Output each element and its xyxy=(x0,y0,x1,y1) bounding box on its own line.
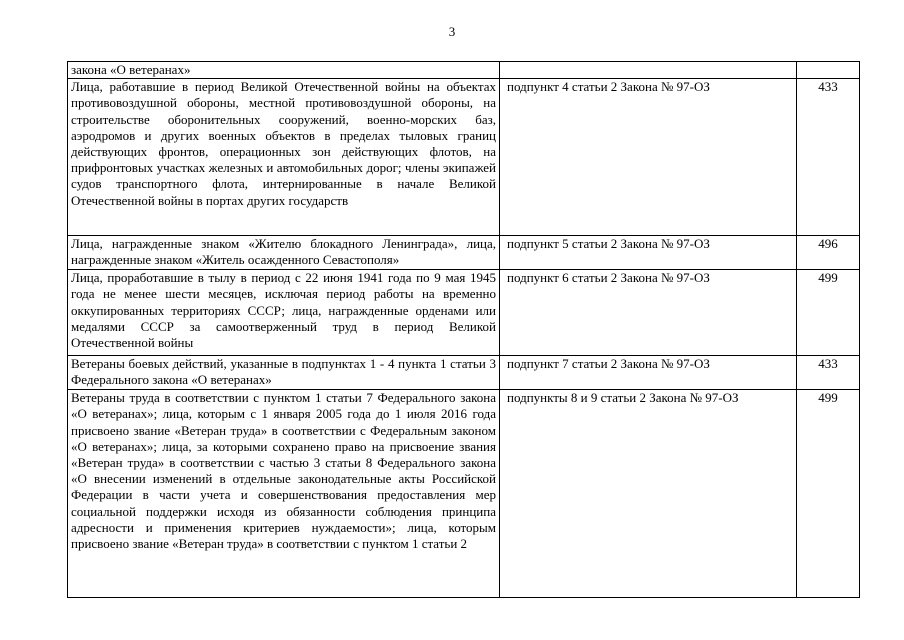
benefits-table xyxy=(67,61,860,598)
category-cell: Ветераны труда в соответствии с пунктом 1 статьи 7 Федерального закона «О ветеранах»; лица, которым с 1 января 2005 года до 1 июля 2016 года присвоено звание «Ветеран труда» в соответствии с Федеральным законом «О ветеранах»; лица, за которыми сохранено право на присвоение звания «Ветеран труда» в соответствии с частью 3 статьи 8 Федерального закона «О внесении изменений в отдельные законодательные акты Российской Федерации в части учета и совершенствования предоставления мер социальной поддержки исходя из обязанности соблюдения принципа адресности и применения критериев нуждаемости»; лица, которым присвоено звание «Ветеран труда» в соответствии с пунктом 1 статьи 2 xyxy=(68,390,500,598)
category-cell: Ветераны боевых действий, указанные в подпунктах 1 - 4 пункта 1 статьи 3 Федерального закона «О ветеранах» xyxy=(68,356,500,390)
table-row xyxy=(68,62,860,79)
table-row xyxy=(68,79,860,236)
category-cell: Лица, награжденные знаком «Жителю блокадного Ленинграда», лица, награжденные знаком «Житель осажденного Севастополя» xyxy=(68,236,500,270)
legal-basis-cell: подпункт 5 статьи 2 Закона № 97-ОЗ xyxy=(500,236,797,270)
amount-cell: 499 xyxy=(797,270,860,356)
category-cell: Лица, работавшие в период Великой Отечественной войны на объектах противовоздушной обороны, местной противовоздушной обороны, на строительстве оборонительных сооружений, военно-морских баз, аэродромов и других военных объектов в пределах тыловых границ действующих фронтов, операционных зон действующих флотов, на прифронтовых участках железных и автомобильных дорог; члены экипажей судов транспортного флота, интернированные в начале Великой Отечественной войны в портах других государств xyxy=(68,79,500,236)
amount-cell: 499 xyxy=(797,390,860,598)
category-cell: закона «О ветеранах» xyxy=(68,62,500,79)
amount-cell xyxy=(797,62,860,79)
table-row xyxy=(68,270,860,356)
legal-basis-cell: подпункт 4 статьи 2 Закона № 97-ОЗ xyxy=(500,79,797,236)
category-cell: Лица, проработавшие в тылу в период с 22 июня 1941 года по 9 мая 1945 года не менее шести месяцев, исключая период работы на временно оккупированных территориях СССР; лица, награжденные орденами или медалями СССР за самоотверженный труд в период Великой Отечественной войны xyxy=(68,270,500,356)
page-number: 3 xyxy=(448,24,456,39)
table-row xyxy=(68,390,860,598)
legal-basis-cell: подпункты 8 и 9 статьи 2 Закона № 97-ОЗ xyxy=(500,390,797,598)
table-row xyxy=(68,356,860,390)
amount-cell: 496 xyxy=(797,236,860,270)
legal-basis-cell: подпункт 7 статьи 2 Закона № 97-ОЗ xyxy=(500,356,797,390)
amount-cell: 433 xyxy=(797,79,860,236)
legal-basis-cell xyxy=(500,62,797,79)
legal-basis-cell: подпункт 6 статьи 2 Закона № 97-ОЗ xyxy=(500,270,797,356)
amount-cell: 433 xyxy=(797,356,860,390)
table-row xyxy=(68,236,860,270)
